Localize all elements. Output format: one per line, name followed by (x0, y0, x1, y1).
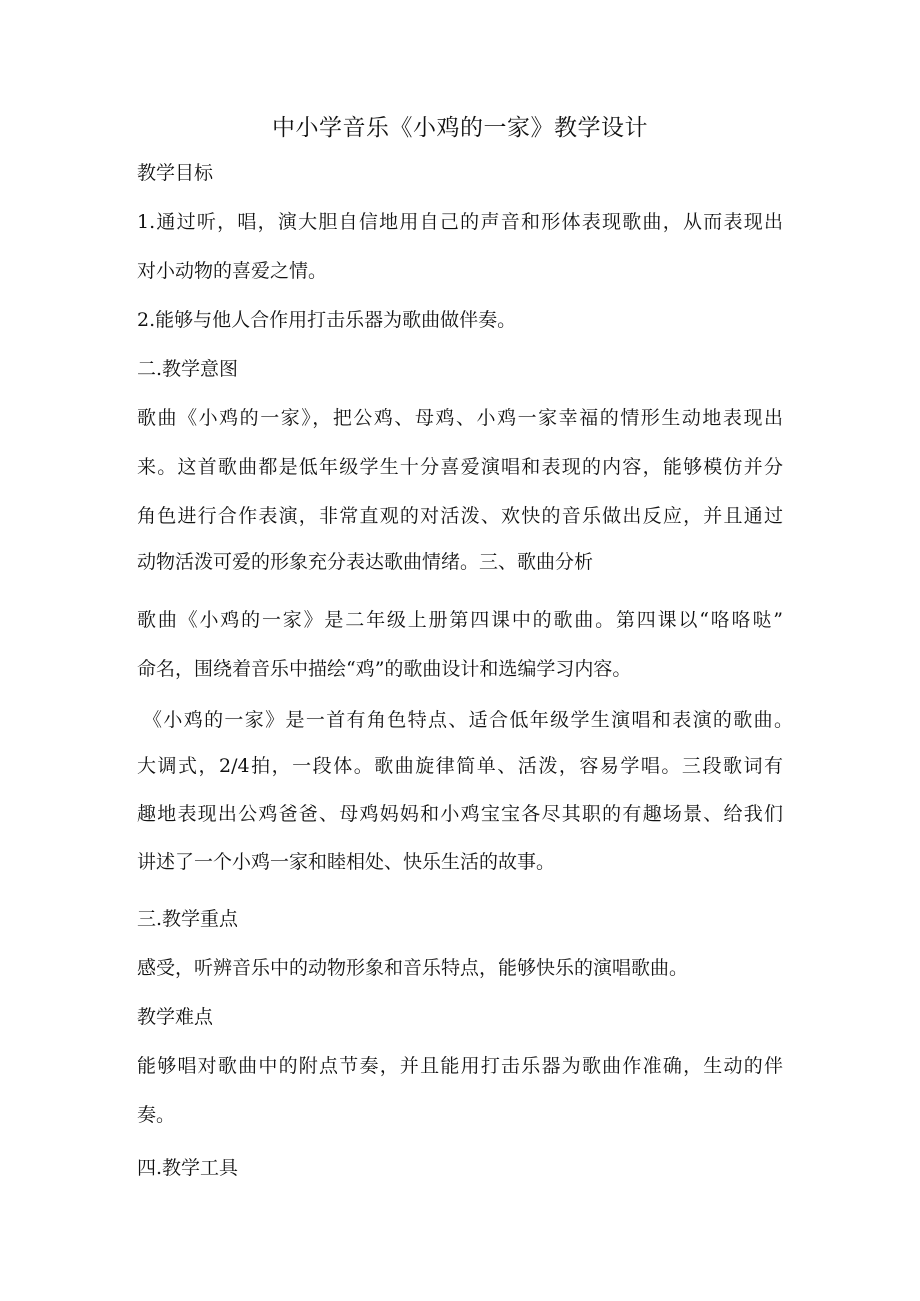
paragraph-line: 歌曲《小鸡的一家》是二年级上册第四课中的歌曲。第四课以“咯咯哒” (137, 609, 783, 631)
heading-teaching-goals: 教学目标 (137, 162, 214, 184)
paragraph-line: 1.通过听，唱，演大胆自信地用自己的声音和形体表现歌曲，从而表现出 (137, 211, 783, 233)
paragraph-line: 对小动物的喜爱之情。 (137, 260, 328, 282)
heading-teaching-difficulty: 教学难点 (137, 1006, 214, 1028)
paragraph-line: 感受，听辨音乐中的动物形象和音乐特点，能够快乐的演唱歌曲。 (137, 957, 689, 979)
heading-teaching-intent: 二.教学意图 (137, 358, 239, 380)
paragraph-line: 能够唱对歌曲中的附点节奏，并且能用打击乐器为歌曲作准确，生动的伴 (137, 1055, 783, 1077)
paragraph-line: 大调式，2/4拍，一段体。歌曲旋律简单、活泼，容易学唱。三段歌词有 (137, 755, 783, 777)
paragraph-line: 歌曲《小鸡的一家》，把公鸡、母鸡、小鸡一家幸福的情形生动地表现出 (137, 407, 783, 429)
document-title: 中小学音乐《小鸡的一家》教学设计 (272, 115, 648, 141)
paragraph-line: 《小鸡的一家》是一首有角色特点、适合低年级学生演唱和表演的歌曲。 (143, 709, 793, 731)
paragraph-line: 来。这首歌曲都是低年级学生十分喜爱演唱和表现的内容，能够模仿并分 (137, 456, 783, 478)
paragraph-line: 奏。 (137, 1104, 176, 1126)
paragraph-line: 动物活泼可爱的形象充分表达歌曲情绪。三、歌曲分析 (137, 551, 594, 573)
paragraph-line: 讲述了一个小鸡一家和睦相处、快乐生活的故事。 (137, 851, 556, 873)
paragraph-line: 趣地表现出公鸡爸爸、母鸡妈妈和小鸡宝宝各尽其职的有趣场景、给我们 (137, 803, 783, 825)
heading-teaching-focus: 三.教学重点 (137, 908, 239, 930)
paragraph-line: 命名，围绕着音乐中描绘“鸡”的歌曲设计和选编学习内容。 (137, 658, 632, 680)
paragraph-line: 角色进行合作表演，非常直观的对活泼、欢快的音乐做出反应，并且通过 (137, 505, 783, 527)
heading-teaching-tools: 四.教学工具 (137, 1157, 239, 1179)
paragraph-line: 2.能够与他人合作用打击乐器为歌曲做伴奏。 (137, 309, 517, 331)
